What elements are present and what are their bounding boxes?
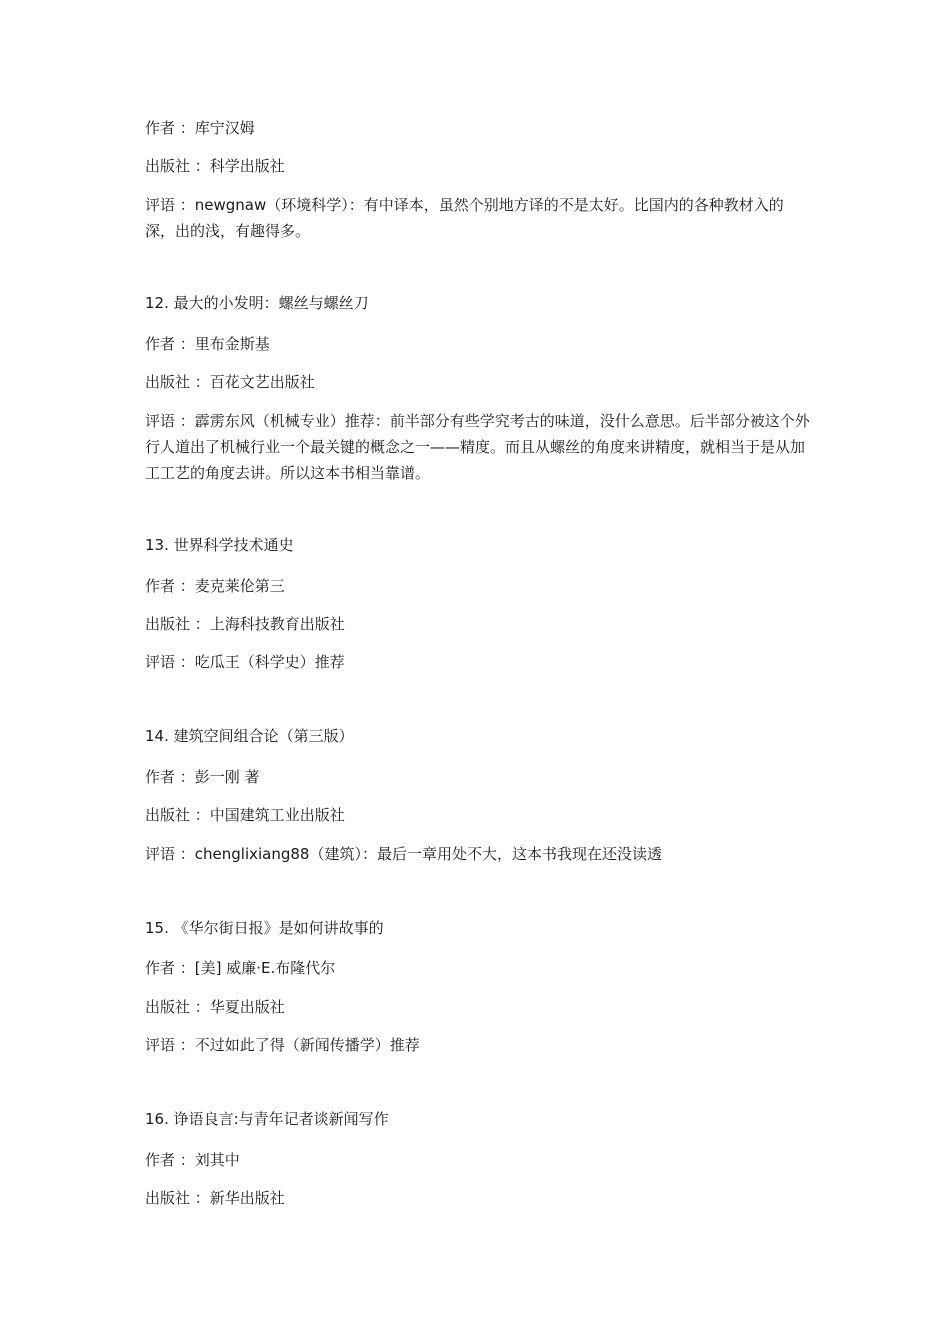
book-review: 评语 ：霹雳东风（机械专业）推荐：前半部分有些学究考古的味道，没什么意思。后半部分被这个外行人道出了机械行业一个最关键的概念之一——精度。而且从螺丝的角度来讲精度，就相当于是从加工工艺的角度去讲。所以这本书相当靠谱。: [145, 412, 810, 482]
book-title: 14. 建筑空间组合论（第三版）: [145, 727, 354, 745]
book-review: 评语 ：chenglixiang88（建筑）：最后一章用处不大，这本书我现在还没读透: [145, 845, 662, 863]
book-author: 作者 ：里布金斯基: [145, 335, 270, 353]
book-publisher: 出版社 ：百花文艺出版社: [145, 373, 315, 391]
book-title: 13. 世界科学技术通史: [145, 536, 294, 554]
book-review: 评语 ：不过如此了得（新闻传播学）推荐: [145, 1036, 420, 1054]
book-author: 作者 ：[美] 威廉·E.布隆代尔: [145, 959, 336, 977]
book-review: 评语 ：newgnaw（环境科学）：有中译本，虽然个别地方译的不是太好。比国内的各种教材入的深，出的浅，有趣得多。: [145, 196, 784, 240]
book-title: 12. 最大的小发明：螺丝与螺丝刀: [145, 294, 369, 312]
book-review: 评语 ：吃瓜王（科学史）推荐: [145, 653, 345, 671]
book-author: 作者 ：彭一刚 著: [145, 768, 260, 786]
book-author: 作者 ：刘其中: [145, 1151, 240, 1169]
book-publisher: 出版社 ：新华出版社: [145, 1189, 285, 1207]
book-publisher: 出版社 ：上海科技教育出版社: [145, 615, 345, 633]
book-author: 作者 ：库宁汉姆: [145, 119, 255, 137]
book-author: 作者 ：麦克莱伦第三: [145, 577, 285, 595]
book-title: 16. 诤语良言:与青年记者谈新闻写作: [145, 1110, 389, 1128]
book-title: 15. 《华尔街日报》是如何讲故事的: [145, 919, 384, 937]
book-publisher: 出版社 ：华夏出版社: [145, 998, 285, 1016]
book-publisher: 出版社 ：科学出版社: [145, 157, 285, 175]
book-publisher: 出版社 ：中国建筑工业出版社: [145, 806, 345, 824]
